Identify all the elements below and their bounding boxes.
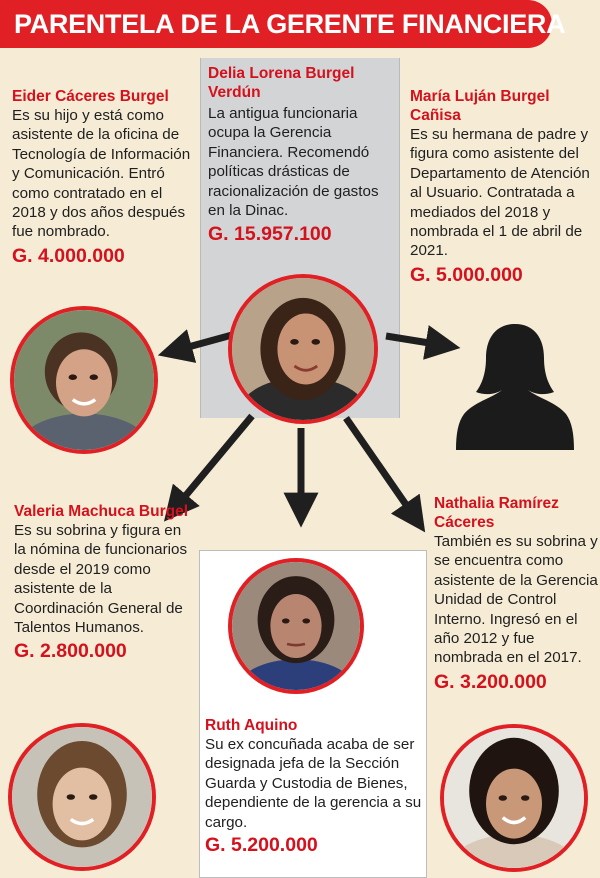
nathalia-desc: También es su sobrina y se encuentra como asistente de la Gerencia Unidad de Control Interno. Ingresó en el año 2012 y fue nombrada en el 2017. <box>434 533 598 667</box>
arrow-to-nathalia <box>346 418 418 522</box>
nathalia-text <box>434 494 598 693</box>
valeria-desc: Es su sobrina y figura en la nómina de funcionarios desde el 2019 como asistente de la Coordinación General de Talentos Humanos. <box>14 522 188 637</box>
maria-amount: G. 5.000.000 <box>410 263 523 286</box>
man-portrait-icon <box>14 310 154 450</box>
woman-portrait-icon <box>232 562 360 690</box>
center-desc: La antigua funcionaria ocupa la Gerencia Financiera. Recomendó políticas drásticas de racionalización de gastos en la Dinac. <box>208 105 379 220</box>
valeria-photo <box>8 723 156 871</box>
eider-name: Eider Cáceres Burgel <box>12 88 169 105</box>
woman-portrait-icon <box>444 728 584 868</box>
eider-amount: G. 4.000.000 <box>12 244 125 267</box>
nathalia-name: Nathalia Ramírez Cáceres <box>434 495 559 531</box>
ruth-name: Ruth Aquino <box>205 717 298 734</box>
arrow-to-eider <box>170 335 232 352</box>
ruth-text <box>205 716 423 856</box>
ruth-amount: G. 5.200.000 <box>205 834 318 857</box>
ruth-photo <box>228 558 364 694</box>
arrow-to-valeria <box>172 416 252 512</box>
nathalia-amount: G. 3.200.000 <box>434 670 547 693</box>
valeria-name: Valeria Machuca Burgel <box>14 503 189 520</box>
woman-portrait-icon <box>12 727 152 867</box>
center-photo <box>228 274 378 424</box>
center-name: Delia Lorena Burgel Verdún <box>208 65 355 101</box>
woman-portrait-icon <box>232 278 374 420</box>
arrow-to-maria <box>386 336 448 346</box>
eider-desc: Es su hijo y está como asistente de la oficina de Tecnología de Información y Comunicación. Entró como contratado en el 2018 y dos años después fue nombrado. <box>12 107 191 241</box>
valeria-amount: G. 2.800.000 <box>14 640 127 663</box>
valeria-text <box>14 502 194 662</box>
eider-text <box>12 87 198 267</box>
center-text <box>208 64 394 245</box>
maria-text <box>410 87 598 286</box>
maria-desc: Es su hermana de padre y figura como asistente del Departamento de Atención al Usuario. Contratada a mediados del 2018 y nombrada el 1 de abril de 2021. <box>410 126 590 260</box>
woman-silhouette-icon <box>452 318 578 450</box>
ruth-desc: Su ex concuñada acaba de ser designada jefa de la Sección Guarda y Custodia de Bienes, dependiente de la gerencia a su cargo. <box>205 736 422 831</box>
title-banner: PARENTELA DE LA GERENTE FINANCIERA <box>0 0 552 48</box>
center-amount: G. 15.957.100 <box>208 223 332 246</box>
nathalia-photo <box>440 724 588 872</box>
maria-name: María Luján Burgel Cañisa <box>410 88 550 124</box>
eider-photo <box>10 306 158 454</box>
